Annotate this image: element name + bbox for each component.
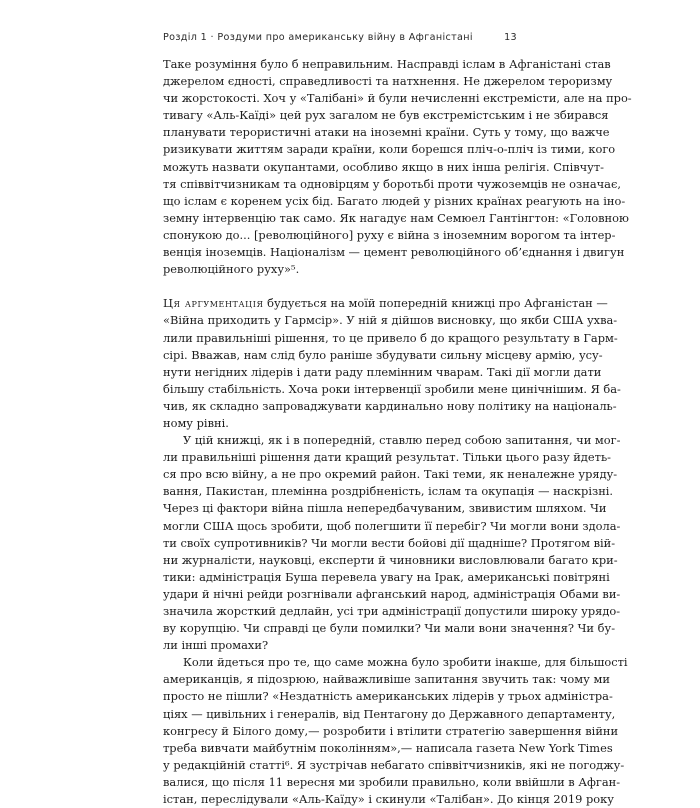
text-line: американців, я підозрюю, найважливіше запитання звучить так: чому ми	[163, 672, 610, 687]
text-line: тивагу «Аль-Каїді» цей рух загалом не був екстремістським і не збирався	[163, 108, 609, 123]
text-line: ціях — цивільних і генералів, від Пентагону до Державного департаменту,	[163, 706, 616, 721]
running-header	[163, 32, 517, 48]
text-line: ни журналісти, науковці, експерти й чиновники висловлювали багато кри-	[163, 552, 618, 567]
text-line: У цій книжці, як і в попередній, ставлю перед собою запитання, чи мог-	[183, 433, 621, 448]
running-title: Розділ 1 · Роздуми про американську війну в Афганістані	[163, 32, 473, 43]
text-line: удари й нічні рейди розгнівали афганський народ, адміністрація Обами ви-	[163, 586, 621, 601]
text-line	[163, 295, 608, 312]
text-line: спонукою до... [революційного] руху є війна з іноземним ворогом та інтер-	[163, 227, 616, 242]
text-line: ли інші промахи?	[163, 638, 269, 653]
text-line: «Війна приходить у Гармсір». У ній я дійшов висновку, що якби США ухва-	[163, 313, 618, 328]
text-line: ти своїх супротивників? Чи могли вести бойові дії щадніше? Протягом вій-	[163, 535, 616, 550]
text-line: істан, переслідували «Аль-Каїду» і скинули «Талібан». До кінця 2019 року	[163, 792, 614, 807]
text-line: Таке розуміння було б неправильним. Насправді іслам в Афганістані став	[163, 57, 611, 71]
text-line: можуть назвати окупантами, особливо якщо в них інша релігія. Співчут-	[163, 159, 605, 174]
text-line: революційного руху»⁵.	[163, 262, 300, 277]
text-line: тики: адміністрація Буша перевела увагу на Ірак, американські повітряні	[163, 569, 610, 584]
text-line: Коли йдеться про те, що саме можна було зробити інакше, для більшості	[183, 655, 628, 670]
text-line: ному рівні.	[163, 415, 229, 430]
section-break	[163, 278, 517, 295]
paragraph-4	[163, 654, 628, 808]
text-line: Через ці фактори війна пішла непередбачуваним, звивистим шляхом. Чи	[163, 501, 607, 516]
text-line: ву корупцію. Чи справді це були помилки? Чи мали вони значення? Чи бу-	[163, 621, 616, 636]
text-line: джерелом єдності, справедливості та натхнення. Не джерелом тероризму	[163, 74, 613, 89]
text-line: ризикувати життям заради країни, коли борешся пліч-о-пліч із тими, кого	[163, 142, 616, 157]
lead-line-rest: будується на моїй попередній книжці про Афганістан —	[263, 296, 608, 311]
text-line: лили правильніші рішення, то це привело б до кращого результату в Гарм-	[163, 330, 618, 345]
text-line: нути негідних лідерів і дати раду племінним чварам. Такі дії могли дати	[163, 364, 602, 379]
text-line: земну інтервенцію так само. Як нагадує нам Семюел Гантінгтон: «Головною	[163, 210, 629, 225]
text-line: ли правильніші рішення дати кращий результат. Тільки цього разу йдеть-	[163, 450, 612, 465]
page-number: 13	[504, 32, 517, 43]
text-line: валися, що після 11 вересня ми зробили правильно, коли ввійшли в Афган-	[163, 774, 621, 789]
paragraph-3	[163, 432, 621, 654]
text-line: чи жорстокості. Хоч у «Талібані» й були нечисленні екстремісти, але на про-	[163, 91, 632, 106]
text-line: могли США щось зробити, щоб полегшити її перебіг? Чи могли вони здола-	[163, 518, 621, 533]
text-line: ся про всю війну, а не про окремий район. Такі теми, як неналежне уряду-	[163, 467, 618, 482]
text-line: більшу стабільність. Хоча роки інтервенції зробили мене цинічнішим. Я ба-	[163, 381, 621, 396]
body-text	[163, 56, 632, 808]
text-line: сірі. Вважав, нам слід було раніше збудувати сильну місцеву армію, усу-	[163, 347, 603, 362]
text-line: значила жорсткий дедлайн, усі три адміністрації допустили широку урядо-	[163, 604, 621, 618]
text-line: конгресу й Білого дому,— розробити і втілити стратегію завершення війни	[163, 723, 619, 738]
text-line: тя співвітчизникам та одновірцям у боротьбі проти чужоземців не означає,	[163, 176, 621, 191]
text-line: що іслам є коренем усіх бід. Багато людей у різних країнах реагують на іно-	[163, 193, 626, 208]
text-line: у редакційній статті⁶. Я зустрічав небагато співвітчизників, які не погоджу-	[163, 757, 625, 772]
text-line: треба вивчати майбутнім поколінням»,— написала газета New York Times	[163, 740, 613, 755]
text-line: чив, як складно запроваджувати кардинально нову політику на національ-	[163, 398, 617, 413]
paragraph-1	[163, 56, 632, 278]
text-line: вання, Пакистан, племінна роздрібненість, іслам та окупація — наскрізні.	[163, 484, 614, 499]
text-line: планувати терористичні атаки на іноземні країни. Суть у тому, що важче	[163, 125, 610, 140]
lead-in-small-caps: Ця аргументація	[163, 296, 264, 311]
text-line: венція іноземців. Націоналізм — цемент революційного об’єднання і двигун	[163, 245, 625, 260]
text-line: просто не пішли? «Нездатність американських лідерів у трьох адміністра-	[163, 689, 613, 704]
paragraph-2	[163, 295, 621, 432]
